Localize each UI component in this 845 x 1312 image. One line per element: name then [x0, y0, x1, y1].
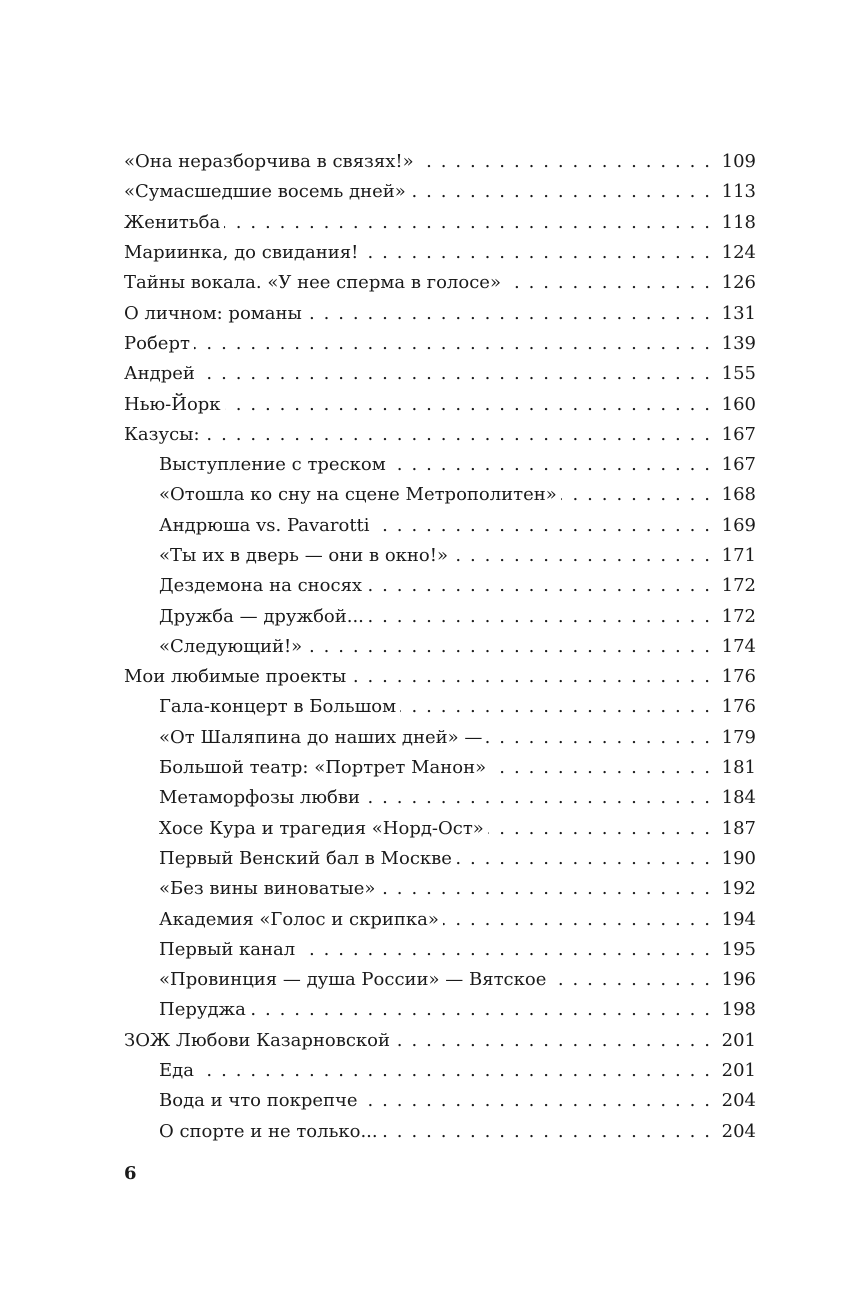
leader-dots — [362, 238, 711, 268]
toc-entry-title: Андрюша vs. Pavarotti — [159, 511, 374, 541]
leader-dots — [366, 571, 712, 601]
leader-dots — [452, 541, 712, 571]
toc-entry-page: 167 — [712, 450, 756, 480]
leader-dots — [374, 511, 712, 541]
toc-entry-page: 201 — [712, 1026, 756, 1056]
toc-entry[interactable] — [124, 329, 756, 359]
leader-dots — [443, 905, 712, 935]
toc-entry-title: Еда — [159, 1056, 198, 1086]
toc-entry-title: Роберт — [124, 329, 194, 359]
toc-entry[interactable] — [124, 268, 756, 298]
leader-dots — [456, 844, 712, 874]
toc-entry-page: 168 — [712, 480, 756, 510]
toc-entry-title: Первый Венский бал в Москве — [159, 844, 456, 874]
toc-entry-title: Выступление с треском — [159, 450, 390, 480]
page-number: 6 — [124, 1163, 137, 1184]
leader-dots — [350, 662, 711, 692]
toc-entry-page: 139 — [712, 329, 756, 359]
toc-entry-page: 172 — [712, 602, 756, 632]
toc-entry-page: 160 — [712, 390, 756, 420]
toc-entry[interactable] — [124, 420, 756, 450]
toc-entry-page: 192 — [712, 874, 756, 904]
leader-dots — [199, 359, 712, 389]
toc-entry-page: 204 — [712, 1086, 756, 1116]
leader-dots — [400, 692, 712, 722]
leader-dots — [224, 208, 711, 238]
toc-entry-page: 113 — [712, 177, 756, 207]
toc-subentry[interactable] — [124, 1086, 756, 1116]
toc-entry-page: 176 — [712, 692, 756, 722]
toc-entry[interactable] — [124, 359, 756, 389]
toc-entry-title: «Она неразборчива в связях!» — [124, 147, 418, 177]
leader-dots — [410, 177, 712, 207]
toc-entry-title: Академия «Голос и скрипка» — [159, 905, 443, 935]
toc-entry-title: Первый канал — [159, 935, 299, 965]
toc-entry-page: 196 — [712, 965, 756, 995]
toc-entry-page: 195 — [712, 935, 756, 965]
toc-entry[interactable] — [124, 662, 756, 692]
toc-entry-title: Дездемона на сносях — [159, 571, 366, 601]
toc-subentry[interactable] — [124, 632, 756, 662]
toc-entry[interactable] — [124, 177, 756, 207]
toc-entry-title: «Отошла ко сну на сцене Метрополитен» — [159, 480, 561, 510]
toc-entry-title: Андрей — [124, 359, 199, 389]
toc-entry-title: О спорте и не только... — [159, 1117, 382, 1147]
toc-entry-title: «От Шаляпина до наших дней» — — [159, 723, 486, 753]
leader-dots — [490, 753, 712, 783]
toc-entry-page: 169 — [712, 511, 756, 541]
toc-entry[interactable] — [124, 147, 756, 177]
toc-entry-title: Мариинка, до свидания! — [124, 238, 362, 268]
leader-dots — [505, 268, 712, 298]
leader-dots — [250, 995, 712, 1025]
toc-entry-page: 167 — [712, 420, 756, 450]
toc-entry-title: «Провинция — душа России» — Вятское — [159, 965, 550, 995]
toc-subentry[interactable] — [124, 844, 756, 874]
toc-subentry[interactable] — [124, 480, 756, 510]
toc-entry-title: Тайны вокала. «У нее сперма в голосе» — [124, 268, 505, 298]
toc-subentry[interactable] — [124, 783, 756, 813]
toc-entry-page: 201 — [712, 1056, 756, 1086]
leader-dots — [550, 965, 711, 995]
toc-entry-title: Нью-Йорк — [124, 390, 225, 420]
leader-dots — [390, 450, 712, 480]
leader-dots — [382, 1117, 712, 1147]
toc-entry-title: Дружба — дружбой... — [159, 602, 368, 632]
toc-entry-page: 172 — [712, 571, 756, 601]
toc-entry[interactable] — [124, 389, 756, 419]
leader-dots — [561, 480, 712, 510]
table-of-contents — [124, 147, 756, 1147]
toc-entry-page: 176 — [712, 662, 756, 692]
toc-subentry[interactable] — [124, 1117, 756, 1147]
leader-dots — [306, 632, 711, 662]
toc-entry-page: 194 — [712, 905, 756, 935]
toc-entry-page: 198 — [712, 995, 756, 1025]
toc-entry-title: О личном: романы — [124, 299, 306, 329]
toc-entry-page: 171 — [712, 541, 756, 571]
toc-entry-title: Хосе Кура и трагедия «Норд-Ост» — [159, 814, 488, 844]
toc-subentry[interactable] — [124, 541, 756, 571]
toc-entry-title: ЗОЖ Любови Казарновской — [124, 1026, 394, 1056]
toc-entry-title: Женитьба — [124, 208, 224, 238]
toc-subentry[interactable] — [124, 601, 756, 631]
leader-dots — [488, 814, 712, 844]
leader-dots — [299, 935, 711, 965]
leader-dots — [198, 1056, 712, 1086]
toc-entry-page: 155 — [712, 359, 756, 389]
toc-entry-page: 184 — [712, 783, 756, 813]
toc-entry-title: Перуджа — [159, 995, 250, 1025]
leader-dots — [364, 783, 712, 813]
toc-subentry[interactable] — [124, 1056, 756, 1086]
toc-entry-page: 131 — [712, 299, 756, 329]
toc-entry-title: Казусы: — [124, 420, 204, 450]
toc-subentry[interactable] — [124, 571, 756, 601]
toc-subentry[interactable] — [124, 995, 756, 1025]
toc-subentry[interactable] — [124, 814, 756, 844]
toc-entry-page: 126 — [712, 268, 756, 298]
leader-dots — [194, 329, 712, 359]
leader-dots — [306, 299, 712, 329]
toc-entry[interactable] — [124, 298, 756, 328]
toc-subentry[interactable] — [124, 935, 756, 965]
leader-dots — [486, 723, 711, 753]
toc-subentry[interactable] — [124, 874, 756, 904]
toc-entry-page: 109 — [712, 147, 756, 177]
toc-entry-title: «Сумасшедшие восемь дней» — [124, 177, 410, 207]
toc-entry-title: Метаморфозы любви — [159, 783, 364, 813]
leader-dots — [362, 1086, 712, 1116]
leader-dots — [418, 147, 712, 177]
toc-entry-title: Большой театр: «Портрет Манон» — [159, 753, 490, 783]
toc-subentry[interactable] — [124, 511, 756, 541]
toc-subentry[interactable] — [124, 723, 756, 753]
toc-subentry[interactable] — [124, 965, 756, 995]
toc-entry[interactable] — [124, 238, 756, 268]
toc-entry[interactable] — [124, 208, 756, 238]
toc-entry-page: 204 — [712, 1117, 756, 1147]
toc-entry[interactable] — [124, 1026, 756, 1056]
leader-dots — [379, 874, 711, 904]
toc-entry-title: Гала-концерт в Большом — [159, 692, 400, 722]
toc-entry-page: 174 — [712, 632, 756, 662]
toc-entry-page: 179 — [712, 723, 756, 753]
toc-entry-title: Мои любимые проекты — [124, 662, 350, 692]
leader-dots — [225, 390, 712, 420]
toc-entry-page: 124 — [712, 238, 756, 268]
toc-entry-page: 187 — [712, 814, 756, 844]
toc-entry-title: «Ты их в дверь — они в окно!» — [159, 541, 452, 571]
toc-subentry[interactable] — [124, 753, 756, 783]
toc-entry-title: Вода и что покрепче — [159, 1086, 362, 1116]
leader-dots — [394, 1026, 712, 1056]
leader-dots — [368, 602, 712, 632]
toc-subentry[interactable] — [124, 450, 756, 480]
toc-entry-title: «Без вины виноватые» — [159, 874, 379, 904]
toc-subentry[interactable] — [124, 904, 756, 934]
toc-entry-page: 118 — [712, 208, 756, 238]
toc-subentry[interactable] — [124, 692, 756, 722]
toc-entry-page: 190 — [712, 844, 756, 874]
leader-dots — [204, 420, 712, 450]
toc-entry-page: 181 — [712, 753, 756, 783]
toc-entry-title: «Следующий!» — [159, 632, 306, 662]
